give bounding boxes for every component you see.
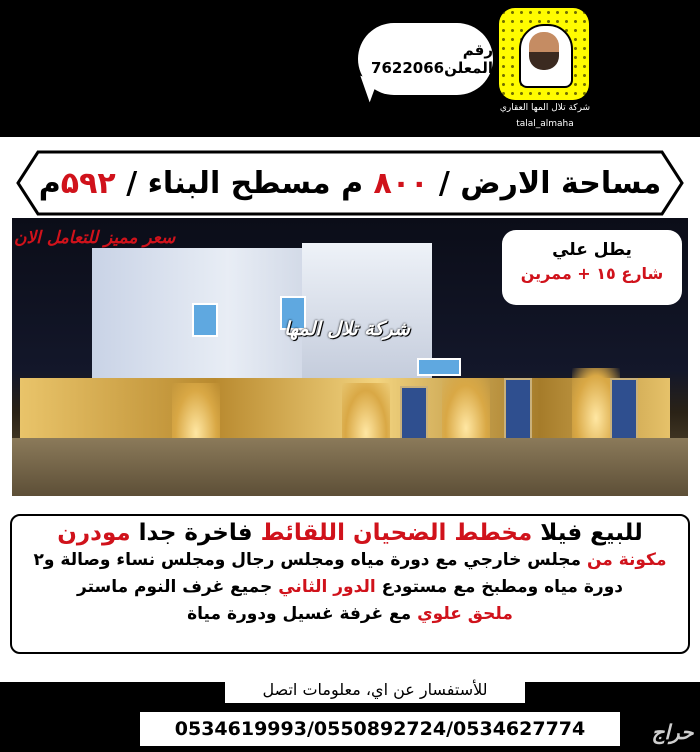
villa-tower bbox=[302, 243, 432, 383]
build-area-value: ۵۹۲ bbox=[60, 165, 116, 201]
description-line-4 bbox=[18, 601, 682, 628]
desc-laundry: مع غرفة غسيل ودورة مياة bbox=[187, 604, 412, 624]
street-info-box bbox=[502, 230, 682, 305]
villa-window bbox=[417, 358, 461, 376]
special-price-text: سعر مميز للتعامل الان bbox=[14, 228, 176, 248]
header-band bbox=[0, 0, 700, 137]
inquiry-text: للأستفسار عن اي، معلومات اتصل bbox=[225, 675, 525, 703]
company-name: شركة تلال المها العقاري bbox=[499, 103, 591, 113]
phone-numbers[interactable]: 0534619993/0550892724/0534627774 bbox=[140, 712, 620, 746]
street-info: شارع ١٥ + ممرين bbox=[520, 264, 664, 283]
description-line-2 bbox=[18, 547, 682, 574]
desc-modern: مودرن bbox=[57, 520, 131, 546]
advertiser-number-bubble bbox=[358, 23, 493, 95]
desc-luxury: فاخرة جدا bbox=[138, 520, 253, 546]
snapchat-code[interactable] bbox=[499, 8, 589, 100]
description-line-3 bbox=[18, 574, 682, 601]
desc-second-floor: الدور الثاني bbox=[278, 577, 376, 597]
overlook-label: يطل علي bbox=[552, 240, 632, 260]
land-area-value: ۸۰۰ bbox=[373, 165, 429, 201]
advertiser-number: رقم المعلن7622066 bbox=[371, 41, 493, 77]
desc-consists-of: مكونة من bbox=[586, 550, 667, 570]
villa-door bbox=[504, 378, 532, 444]
area-unit: م bbox=[38, 165, 61, 201]
desc-ground-floor: مجلس خارجي مع دورة مياه ومجلس رجال ومجلس نساء وصالة و٢ bbox=[33, 550, 582, 570]
snap-handle: talal_almaha bbox=[516, 119, 574, 129]
desc-kitchen: دورة مياه ومطبخ مع مستودع bbox=[381, 577, 623, 597]
description-line-1 bbox=[18, 520, 682, 547]
desc-for-sale: للبيع فيلا bbox=[540, 520, 643, 546]
villa-door bbox=[610, 378, 638, 444]
area-label-build: م مسطح البناء / bbox=[126, 165, 364, 201]
description-text bbox=[18, 520, 682, 628]
villa-ground bbox=[12, 438, 688, 496]
area-label-land: مساحة الارض / bbox=[438, 165, 662, 201]
desc-bedrooms: جميع غرف النوم ماستر bbox=[77, 577, 273, 597]
area-text bbox=[40, 150, 660, 216]
villa-window bbox=[192, 303, 218, 337]
desc-annex: ملحق علوي bbox=[417, 604, 513, 624]
desc-plan-name: مخطط الضحيان اللقائط bbox=[260, 520, 533, 546]
company-watermark: شركة تلال المها bbox=[284, 318, 410, 340]
haraj-logo: حراج bbox=[651, 720, 694, 744]
